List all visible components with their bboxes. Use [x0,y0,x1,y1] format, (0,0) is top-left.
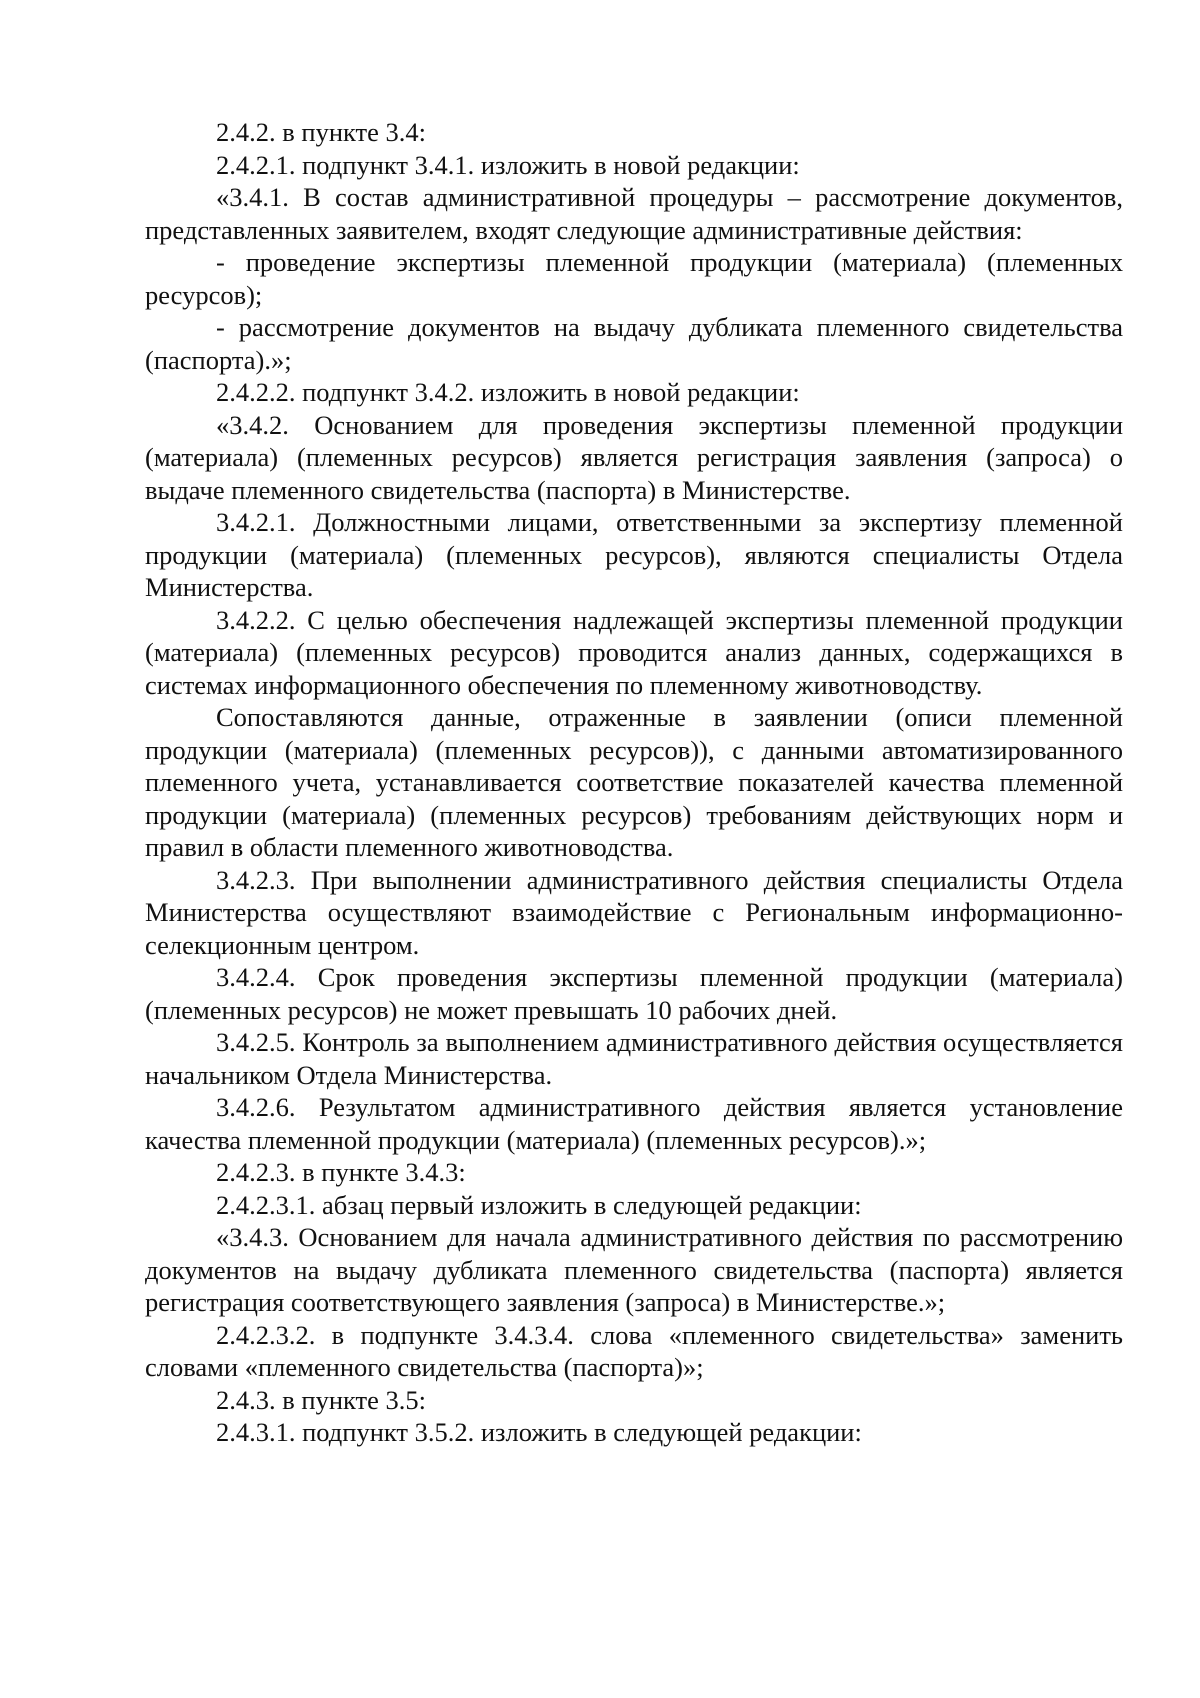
paragraph: 3.4.2.3. При выполнении административного действия специалисты Отдела Министерства осуществляют взаимодействие с Региональным информационно-селекционным центром. [145,864,1123,960]
paragraph: 2.4.2.3. в пункте 3.4.3: [216,1157,466,1187]
paragraph: 2.4.3. в пункте 3.5: [216,1384,426,1415]
paragraph: 3.4.2.1. Должностными лицами, ответственными за экспертизу племенной продукции (материала) (племенных ресурсов), являются специалисты Отдела Министерства. [145,507,1123,602]
paragraph: 3.4.2.4. Срок проведения экспертизы племенной продукции (материала) (племенных ресурсов) не может превышать 10 рабочих дней. [145,962,1123,1025]
paragraph: 2.4.2.3.2. в подпункте 3.4.3.4. слова «племенного свидетельства» заменить словами «племенного свидетельства (паспорта)»; [145,1319,1123,1382]
list-item: - проведение экспертизы племенной продукции (материала) (племенных ресурсов); [145,247,1123,310]
document-body [145,116,1123,1449]
paragraph: 3.4.2.6. Результатом административного действия является установление качества племенной продукции (материала) (племенных ресурсов).»; [145,1092,1123,1155]
paragraph: Сопоставляются данные, отраженные в заявлении (описи племенной продукции (материала) (племенных ресурсов)), с данными автоматизированного племенного учета, устанавливается соответствие показателей качества племенной продукции (материала) (племенных ресурсов) требованиям действующих норм и правил в области племенного животноводства. [145,702,1123,862]
paragraph: 3.4.2.2. С целью обеспечения надлежащей экспертизы племенной продукции (материала) (племенных ресурсов) проводится анализ данных, содержащихся в системах информационного обеспечения по племенному животноводству. [145,604,1123,700]
paragraph: «3.4.2. Основанием для проведения экспертизы племенной продукции (материала) (племенных ресурсов) является регистрация заявления (запроса) о выдаче племенного свидетельства (паспорта) в Министерстве. [145,409,1123,505]
paragraph: 3.4.2.5. Контроль за выполнением административного действия осуществляется начальником Отдела Министерства. [145,1027,1123,1090]
paragraph: 2.4.3.1. подпункт 3.5.2. изложить в следующей редакции: [216,1417,862,1447]
paragraph: 2.4.2. в пункте 3.4: [216,117,426,147]
paragraph: 2.4.2.3.1. абзац первый изложить в следующей редакции: [216,1189,862,1220]
paragraph: «3.4.3. Основанием для начала административного действия по рассмотрению документов на выдачу дубликата племенного свидетельства (паспорта) является регистрация соответствующего заявления (запроса) в Министерстве.»; [145,1222,1123,1317]
list-item: - рассмотрение документов на выдачу дубликата племенного свидетельства (паспорта).»; [145,312,1123,375]
paragraph: 2.4.2.2. подпункт 3.4.2. изложить в новой редакции: [216,377,800,407]
paragraph: 2.4.2.1. подпункт 3.4.1. изложить в новой редакции: [216,149,800,180]
paragraph: «3.4.1. В состав административной процедуры – рассмотрение документов, представленных заявителем, входят следующие административные действия: [145,182,1123,245]
